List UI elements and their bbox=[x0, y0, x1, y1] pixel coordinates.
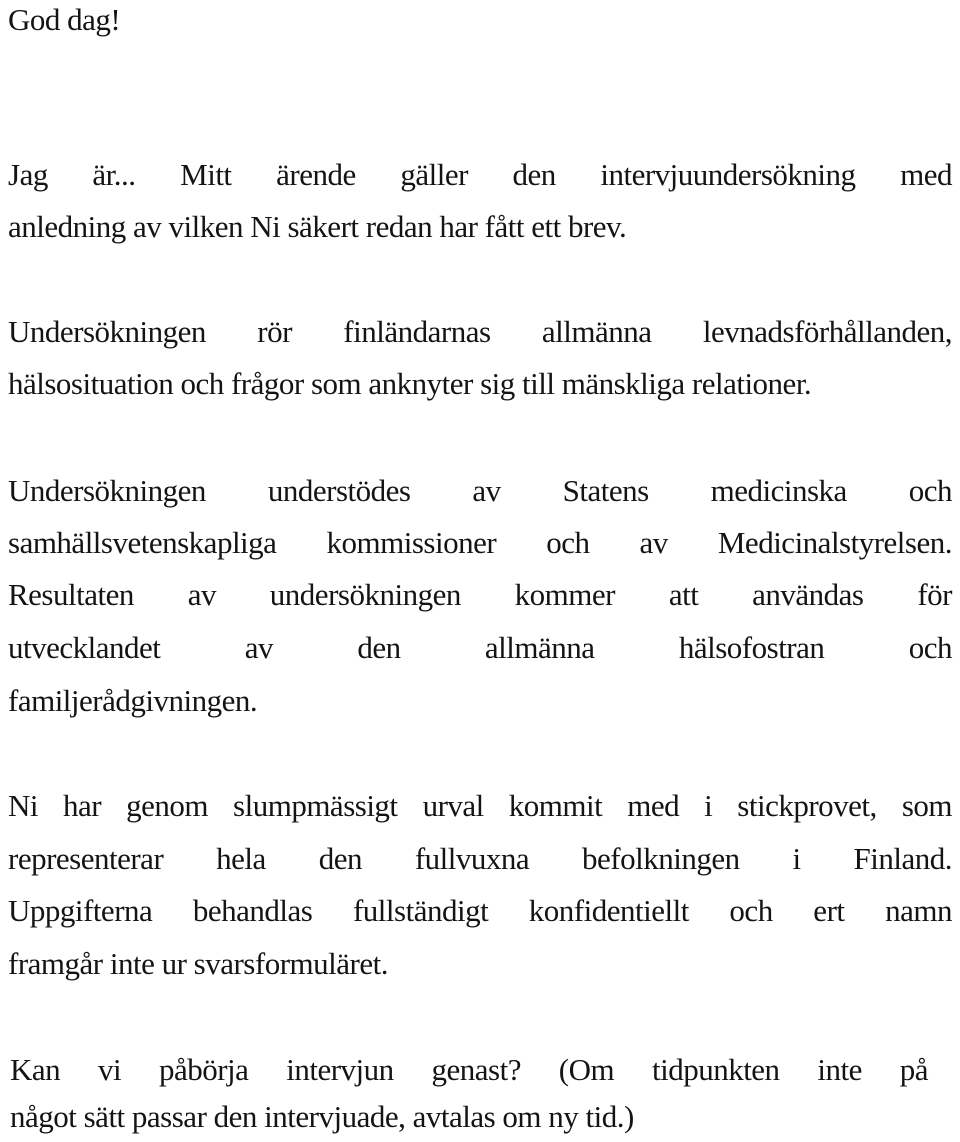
paragraph-line: Uppgifterna behandlas fullständigt konfidentiellt och ert namn bbox=[8, 893, 952, 928]
paragraph-line: Undersökningen understödes av Statens medicinska och bbox=[8, 473, 952, 508]
paragraph-line: Kan vi påbörja intervjun genast? (Om tidpunkten inte på bbox=[10, 1052, 928, 1087]
paragraph-line: något sätt passar den intervjuade, avtalas om ny tid.) bbox=[10, 1099, 634, 1134]
paragraph-line: anledning av vilken Ni säkert redan har fått ett brev. bbox=[8, 209, 627, 244]
paragraph-line: hälsosituation och frågor som anknyter sig till mänskliga relationer. bbox=[8, 366, 812, 401]
paragraph-line: representerar hela den fullvuxna befolkningen i Finland. bbox=[8, 841, 952, 876]
paragraph-line: Undersökningen rör finländarnas allmänna levnadsförhållanden, bbox=[8, 314, 952, 349]
paragraph-line: familjerådgivningen. bbox=[8, 683, 258, 718]
paragraph-line: samhällsvetenskapliga kommissioner och av Medicinalstyrelsen. bbox=[8, 525, 952, 560]
paragraph-line: Jag är... Mitt ärende gäller den intervjuundersökning med bbox=[8, 157, 952, 192]
paragraph-line: Ni har genom slumpmässigt urval kommit med i stickprovet, som bbox=[8, 788, 952, 823]
paragraph-line: Resultaten av undersökningen kommer att användas för bbox=[8, 577, 952, 612]
greeting: God dag! bbox=[8, 2, 121, 37]
paragraph-line: framgår inte ur svarsformuläret. bbox=[8, 946, 388, 981]
paragraph-line: utvecklandet av den allmänna hälsofostran och bbox=[8, 630, 952, 665]
